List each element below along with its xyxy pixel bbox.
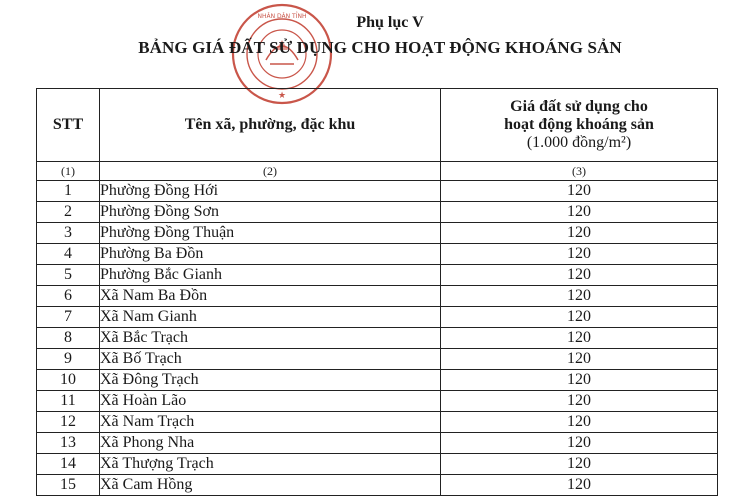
row-price: 120 (441, 391, 718, 412)
table-row (37, 391, 718, 412)
row-price: 120 (441, 349, 718, 370)
appendix-label: Phụ lục V (356, 14, 424, 31)
table-row (37, 454, 718, 475)
header-name: Tên xã, phường, đặc khu (100, 89, 441, 162)
header-price-line1: Giá đất sử dụng cho (510, 98, 648, 115)
row-price: 120 (441, 433, 718, 454)
row-stt: 3 (37, 223, 100, 244)
row-price: 120 (441, 244, 718, 265)
table-row (37, 433, 718, 454)
row-price: 120 (441, 412, 718, 433)
row-stt: 12 (37, 412, 100, 433)
table-row (37, 475, 718, 496)
column-number: (2) (100, 162, 441, 181)
row-price: 120 (441, 265, 718, 286)
column-number: (3) (441, 162, 718, 181)
row-name: Phường Đồng Hới (100, 181, 441, 202)
table-row (37, 244, 718, 265)
header-price (441, 89, 718, 162)
page-title: BẢNG GIÁ ĐẤT SỬ DỤNG CHO HOẠT ĐỘNG KHOÁNG SẢN (138, 38, 622, 57)
table-row (37, 181, 718, 202)
row-name: Phường Ba Đồn (100, 244, 441, 265)
table-row (37, 412, 718, 433)
row-price: 120 (441, 328, 718, 349)
row-stt: 13 (37, 433, 100, 454)
header-price-unit: (1.000 đồng/m²) (526, 134, 632, 151)
row-stt: 15 (37, 475, 100, 496)
row-name: Xã Cam Hồng (100, 475, 441, 496)
row-stt: 10 (37, 370, 100, 391)
row-name: Phường Đồng Thuận (100, 223, 441, 244)
row-stt: 11 (37, 391, 100, 412)
row-price: 120 (441, 223, 718, 244)
row-price: 120 (441, 202, 718, 223)
row-name: Xã Phong Nha (100, 433, 441, 454)
row-name: Xã Bắc Trạch (100, 328, 441, 349)
row-name: Phường Đồng Sơn (100, 202, 441, 223)
row-stt: 2 (37, 202, 100, 223)
table-row (37, 202, 718, 223)
svg-text:★: ★ (277, 90, 287, 100)
row-name: Xã Nam Gianh (100, 307, 441, 328)
row-stt: 5 (37, 265, 100, 286)
table-row (37, 349, 718, 370)
row-price: 120 (441, 475, 718, 496)
header-price-line2: hoạt động khoáng sản (504, 116, 654, 133)
row-name: Xã Đông Trạch (100, 370, 441, 391)
header-stt: STT (37, 89, 100, 162)
row-name: Xã Nam Ba Đồn (100, 286, 441, 307)
column-number: (1) (37, 162, 100, 181)
row-name: Xã Thượng Trạch (100, 454, 441, 475)
svg-text:NHÂN DÂN TỈNH: NHÂN DÂN TỈNH (257, 13, 307, 20)
row-name: Xã Bố Trạch (100, 349, 441, 370)
table-row (37, 328, 718, 349)
table-row (37, 265, 718, 286)
row-stt: 14 (37, 454, 100, 475)
row-stt: 7 (37, 307, 100, 328)
row-name: Xã Nam Trạch (100, 412, 441, 433)
row-price: 120 (441, 181, 718, 202)
row-price: 120 (441, 307, 718, 328)
row-name: Xã Hoàn Lão (100, 391, 441, 412)
row-stt: 1 (37, 181, 100, 202)
row-stt: 9 (37, 349, 100, 370)
column-number-row (37, 162, 718, 181)
row-price: 120 (441, 454, 718, 475)
table-row (37, 307, 718, 328)
row-stt: 4 (37, 244, 100, 265)
row-price: 120 (441, 370, 718, 391)
row-price: 120 (441, 286, 718, 307)
row-stt: 6 (37, 286, 100, 307)
table-header-row (37, 89, 718, 162)
row-name: Phường Bắc Gianh (100, 265, 441, 286)
table-row (37, 286, 718, 307)
table-row (37, 223, 718, 244)
price-table (36, 88, 718, 496)
row-stt: 8 (37, 328, 100, 349)
table-row (37, 370, 718, 391)
